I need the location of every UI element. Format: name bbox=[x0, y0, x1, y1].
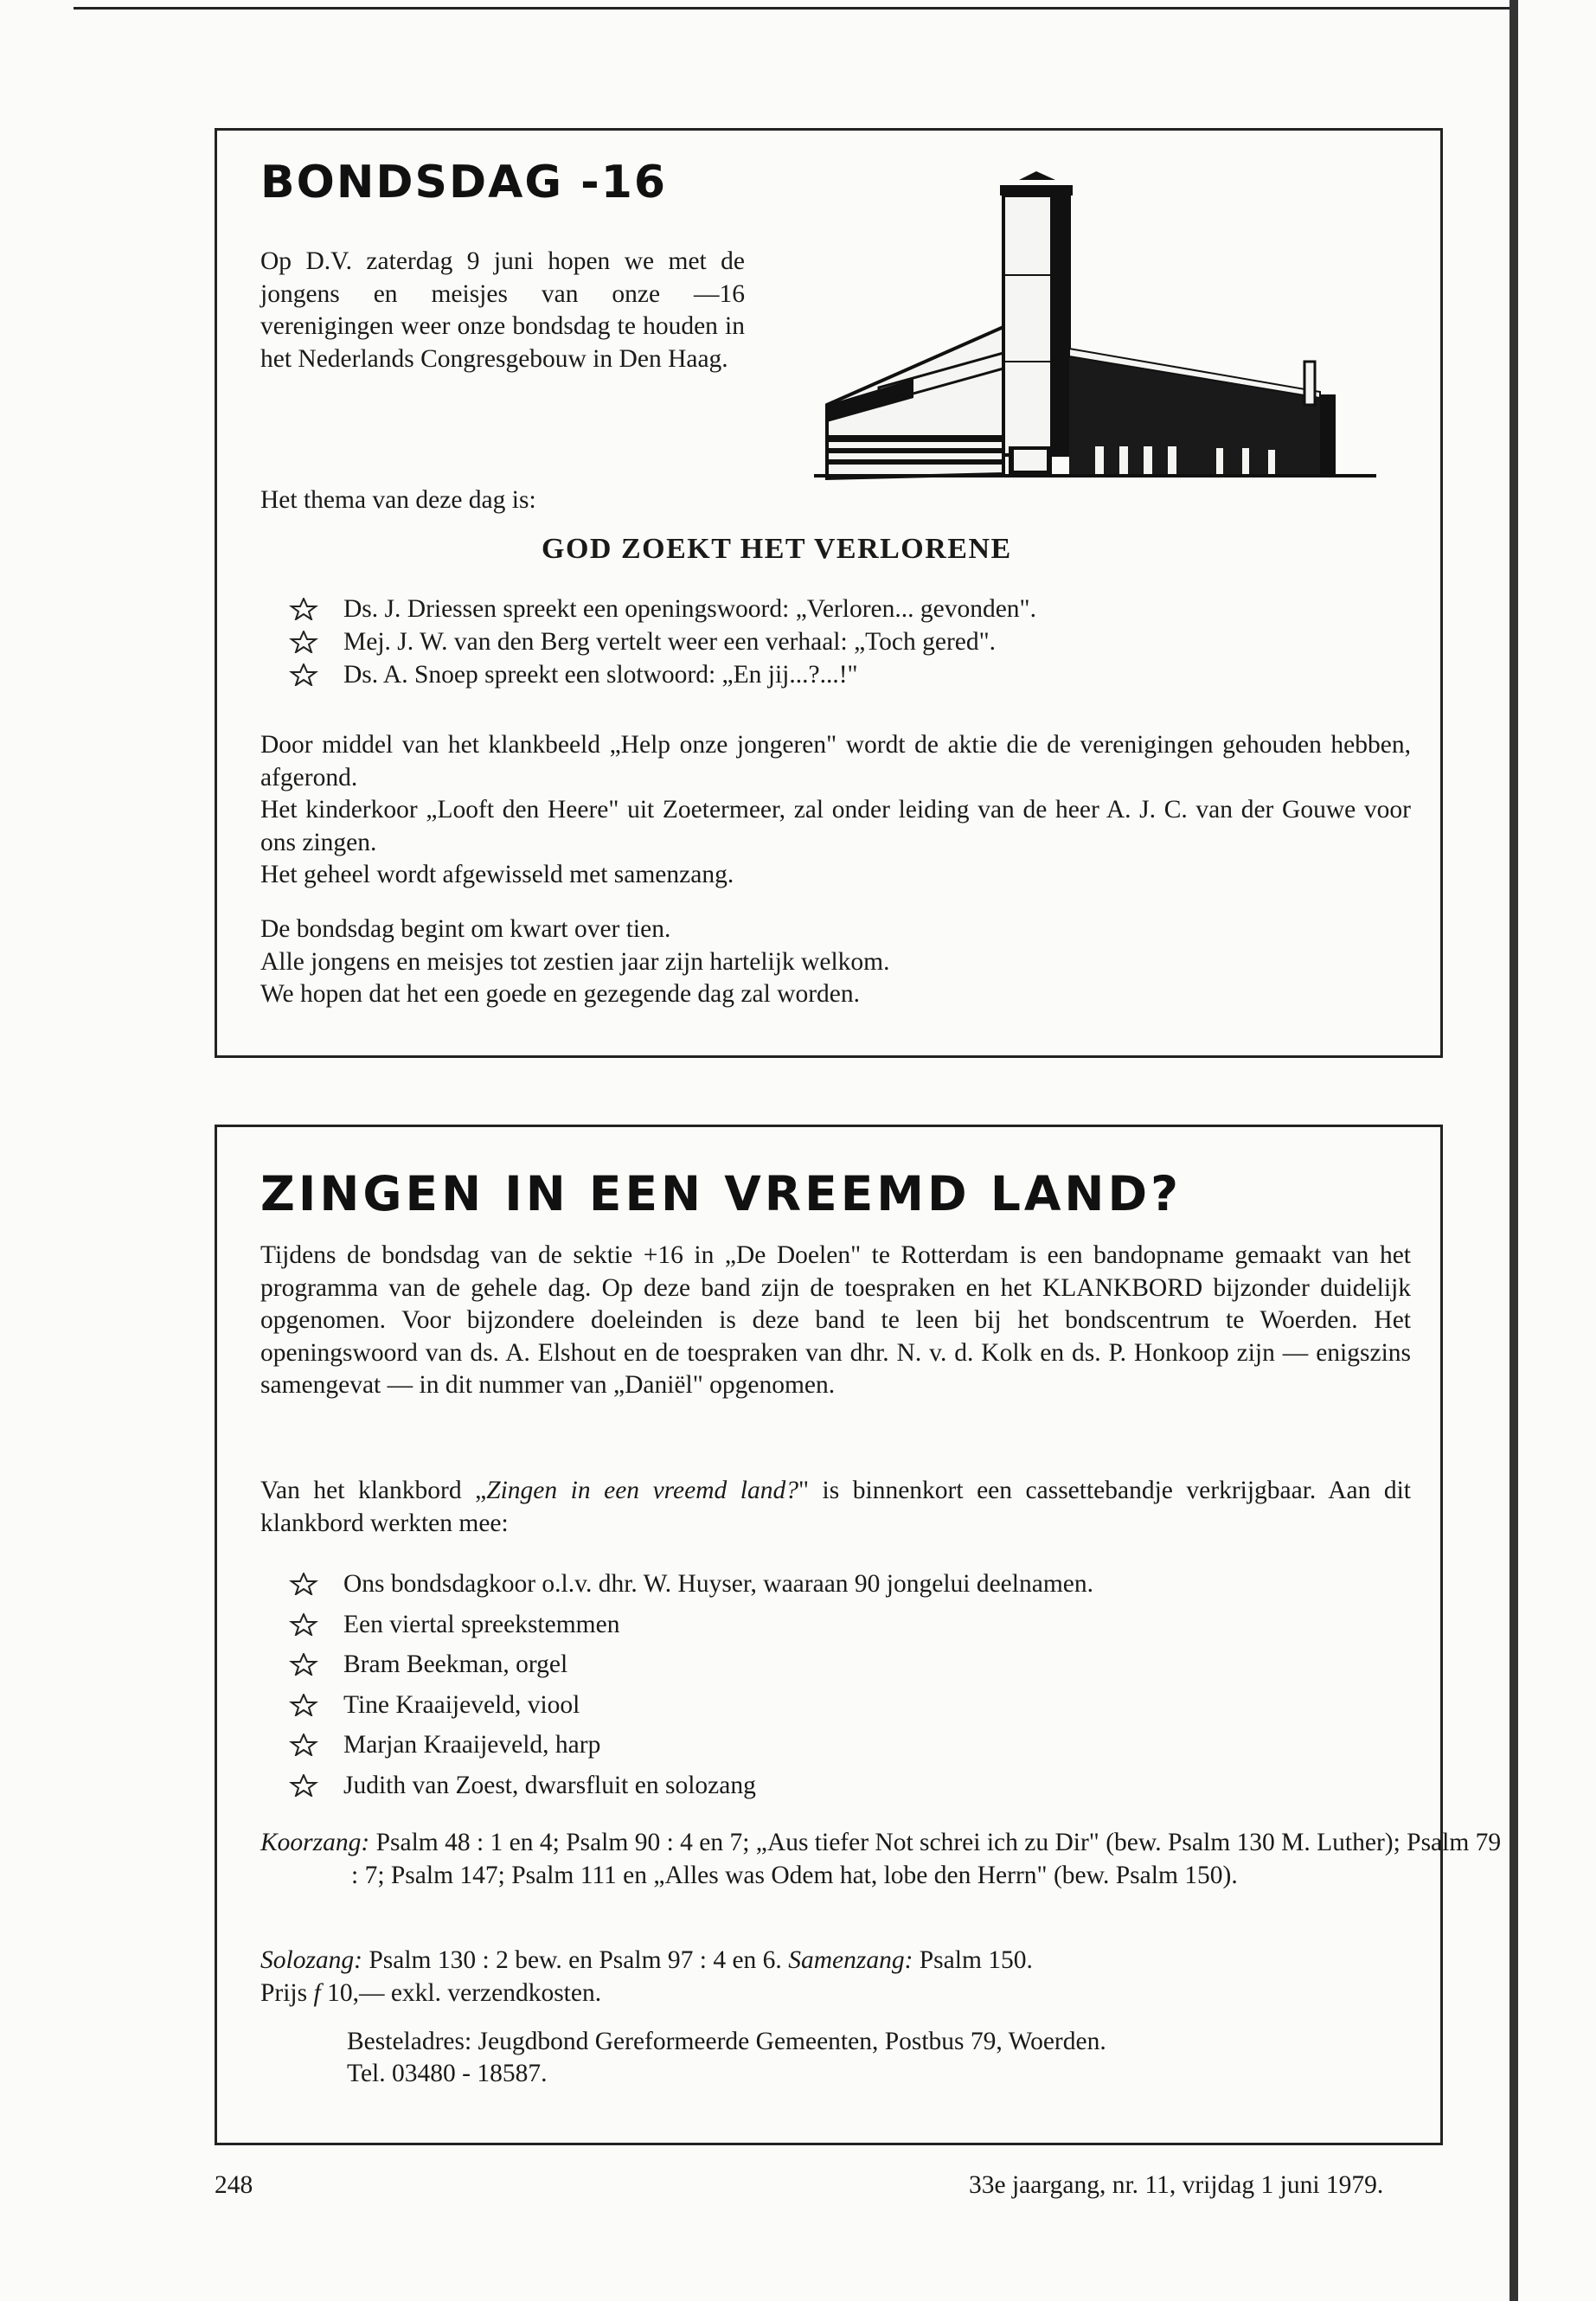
phone-number: Tel. 03480 - 18587. bbox=[347, 2060, 548, 2087]
congress-building-illustration bbox=[792, 171, 1381, 517]
article-title: BONDSDAG -16 bbox=[260, 157, 668, 208]
cassette-paragraph bbox=[260, 1475, 1411, 1540]
koorzang-label: Koorzang: bbox=[260, 1829, 370, 1856]
recording-paragraph: Tijdens de bondsdag van de sektie +16 in „De Doelen" te Rotterdam is een bandopname gemaakt van het programma van de gehele dag. Op deze band zijn de toespraken en het KLANKBORD bijzonder duidelijk opgenomen. Voor bijzondere doeleinden is deze band te leen bij het bondscentrum te Woerden. Het openingswoord van ds. A. Elshout en de toespraken van dhr. N. v. d. Kolk en ds. P. Honkoop zijn — enigszins samengevat — in dit nummer van „Daniël" opgenomen. bbox=[260, 1241, 1411, 1399]
koorzang-text: Psalm 48 : 1 en 4; Psalm 90 : 4 en 7; „Aus tiefer Not schrei ich zu Dir" (bew. Psalm 130 M. Luther); Psalm 79 : 7; Psalm 147; Psalm 111 en „Alles was Odem hat, lobe den Herrn" (bew. Psalm 150). bbox=[351, 1829, 1502, 1889]
price-line bbox=[260, 1977, 1411, 2010]
speaker-list bbox=[286, 593, 1036, 691]
solozang-text: Psalm 130 : 2 bew. en Psalm 97 : 4 en 6. bbox=[362, 1946, 789, 1974]
list-item bbox=[286, 1564, 1093, 1605]
solozang-line bbox=[260, 1945, 1411, 1977]
star-icon bbox=[286, 663, 321, 686]
cassette-title: Zingen in een vreemd land? bbox=[486, 1477, 798, 1504]
list-item bbox=[286, 1766, 1093, 1806]
star-icon bbox=[286, 1613, 321, 1636]
list-item bbox=[286, 1605, 1093, 1645]
participant-text: Judith van Zoest, dwarsfluit en solozang bbox=[343, 1771, 756, 1799]
box-top-border bbox=[215, 1125, 1443, 1127]
box-top-border bbox=[215, 128, 1443, 131]
order-address: Besteladres: Jeugdbond Gereformeerde Gemeenten, Postbus 79, Woerden. bbox=[347, 2028, 1106, 2055]
participant-text: Bram Beekman, orgel bbox=[343, 1650, 568, 1678]
samenzang-text: Psalm 150. bbox=[913, 1946, 1033, 1974]
star-icon bbox=[286, 1694, 321, 1716]
list-item bbox=[286, 593, 1036, 625]
participant-text: Een viertal spreekstemmen bbox=[343, 1610, 620, 1638]
solozang-label: Solozang: bbox=[260, 1946, 362, 1974]
page-number: 248 bbox=[215, 2171, 253, 2199]
program-sentence: Het kinderkoor „Looft den Heere" uit Zoetermeer, zal onder leiding van de heer A. J. C. van der Gouwe voor ons zingen. bbox=[260, 796, 1411, 856]
speaker-text: Mej. J. W. van den Berg vertelt weer een verhaal: „Toch gered". bbox=[343, 628, 997, 656]
star-icon bbox=[286, 1734, 321, 1756]
koorzang-paragraph bbox=[260, 1827, 1502, 1892]
list-item bbox=[286, 658, 1036, 691]
speaker-text: Ds. J. Driessen spreekt een openingswoord: „Verloren... gevonden". bbox=[343, 595, 1036, 623]
star-icon bbox=[286, 598, 321, 620]
bondsdag-article bbox=[215, 128, 1443, 1058]
theme-heading: GOD ZOEKT HET VERLORENE bbox=[542, 533, 1012, 565]
list-item bbox=[286, 1725, 1093, 1766]
issue-info: 33e jaargang, nr. 11, vrijdag 1 juni 1979. bbox=[969, 2171, 1384, 2199]
price-text-pre: Prijs bbox=[260, 1978, 314, 2007]
participant-list bbox=[286, 1564, 1093, 1805]
list-item bbox=[286, 625, 1036, 658]
participant-text: Marjan Kraaijeveld, harp bbox=[343, 1731, 601, 1759]
star-icon bbox=[286, 1774, 321, 1797]
list-item bbox=[286, 1685, 1093, 1726]
cassette-text-post: " is binnenkort een cassettebandje verkrijgbaar. Aan dit klankbord werkten mee: bbox=[260, 1477, 1411, 1537]
top-rule bbox=[74, 7, 1518, 10]
box-bottom-border bbox=[215, 2143, 1443, 2145]
article-title: ZINGEN IN EEN VREEMD LAND? bbox=[260, 1166, 1183, 1221]
box-bottom-border bbox=[215, 1055, 1443, 1058]
participant-text: Tine Kraaijeveld, viool bbox=[343, 1690, 580, 1719]
closing-paragraph bbox=[260, 913, 1411, 1011]
zingen-article bbox=[215, 1125, 1502, 2145]
closing-sentence: We hopen dat het een goede en gezegende dag zal worden. bbox=[260, 980, 861, 1008]
speaker-text: Ds. A. Snoep spreekt een slotwoord: „En jij...?...!" bbox=[343, 661, 858, 689]
price-text-post: 10,— exkl. verzendkosten. bbox=[320, 1978, 602, 2007]
price-florin: f bbox=[313, 1978, 321, 2007]
intro-paragraph: Op D.V. zaterdag 9 juni hopen we met de jongens en meisjes van onze —16 verenigingen weer onze bondsdag te houden in het Nederlands Congresgebouw in Den Haag. bbox=[260, 247, 745, 373]
page-edge-bar bbox=[1509, 0, 1518, 2301]
samenzang-label: Samenzang: bbox=[788, 1946, 913, 1974]
theme-label: Het thema van deze dag is: bbox=[260, 486, 536, 514]
star-icon bbox=[286, 631, 321, 653]
star-icon bbox=[286, 1573, 321, 1595]
program-sentence: Door middel van het klankbeeld „Help onze jongeren" wordt de aktie die de verenigingen gehouden hebben, afgerond. bbox=[260, 731, 1411, 792]
solozang-paragraph bbox=[260, 1945, 1411, 2009]
closing-sentence: De bondsdag begint om kwart over tien. bbox=[260, 915, 671, 943]
list-item bbox=[286, 1644, 1093, 1685]
participant-text: Ons bondsdagkoor o.l.v. dhr. W. Huyser, waaraan 90 jongelui deelnamen. bbox=[343, 1570, 1093, 1598]
cassette-text-pre: Van het klankbord „ bbox=[260, 1477, 487, 1504]
closing-sentence: Alle jongens en meisjes tot zestien jaar zijn hartelijk welkom. bbox=[260, 947, 890, 976]
star-icon bbox=[286, 1653, 321, 1676]
program-sentence: Het geheel wordt afgewisseld met samenzang. bbox=[260, 861, 734, 888]
program-paragraph bbox=[260, 729, 1411, 892]
